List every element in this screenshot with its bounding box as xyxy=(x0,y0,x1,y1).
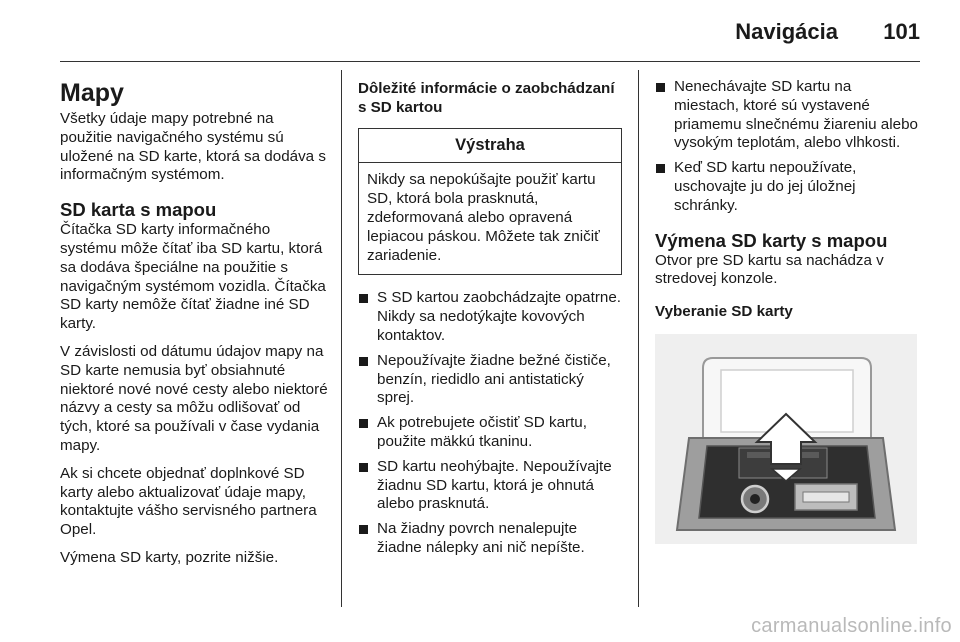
list-item: Nepoužívajte žiadne bežné čističe, benzín, riedidlo ani antistatický sprej. xyxy=(358,352,622,408)
header-divider xyxy=(60,61,920,62)
list-item: SD kartu neohýbajte. Nepoužívajte žiadnu SD kartu, ktorá je ohnutá alebo prasknutá. xyxy=(358,458,622,514)
column-3 xyxy=(655,78,920,544)
sd-paragraph-1: Čítačka SD karty informačného systému môže čítať iba SD kartu, ktorá sa dodáva špeciálne na použitie s navigačným systémom vozidla. Čítačka SD karty nemôže čítať žiadne iné SD karty. xyxy=(60,221,326,333)
warning-text: Nikdy sa nepokúšajte použiť kartu SD, ktorá bola prasknutá, zdeformovaná alebo opravená lepiacou páskou. Môžete tak zničiť zariadenie. xyxy=(367,171,600,264)
warning-title: Výstraha xyxy=(359,129,621,164)
replace-sd-paragraph: Otvor pre SD kartu sa nachádza v stredovej konzole. xyxy=(655,251,884,288)
bullet-square-icon xyxy=(656,164,665,173)
list-item: S SD kartou zaobchádzajte opatrne. Nikdy sa nedotýkajte kovových kontaktov. xyxy=(358,289,622,345)
page-number: 101 xyxy=(883,19,920,44)
list-item: Keď SD kartu nepoužívate, uschovajte ju do jej úložnej schránky. xyxy=(655,159,920,215)
bullet-square-icon xyxy=(359,357,368,366)
list-item: Ak potrebujete očistiť SD kartu, použite mäkkú tkaninu. xyxy=(358,414,622,452)
list-item: Na žiadny povrch nenalepujte žiadne nálepky ani nič nepíšte. xyxy=(358,520,622,558)
column-divider-1 xyxy=(341,70,342,607)
sd-paragraph-4: Výmena SD karty, pozrite nižšie. xyxy=(60,548,279,566)
sd-card-slot-illustration xyxy=(655,334,917,544)
column-1 xyxy=(60,78,330,577)
storage-list xyxy=(655,78,920,216)
watermark: carmanualsonline.info xyxy=(751,615,952,637)
handling-heading: Dôležité informácie o zaobchádzaní s SD kartou xyxy=(358,80,615,116)
bullet-square-icon xyxy=(656,83,665,92)
sd-card-slot-icon xyxy=(655,334,917,544)
page-header xyxy=(0,0,960,62)
bullet-square-icon xyxy=(359,294,368,303)
sd-paragraph-2: V závislosti od dátumu údajov mapy na SD karte nemusia byť obsiahnuté niektoré nové nové cesty alebo niektoré názvy a cesty sa môžu odlišovať od tých, ktoré sa používali v čase vydania mapy. xyxy=(60,342,328,454)
warning-box xyxy=(358,128,622,276)
sd-paragraph-3: Ak si chcete objednať doplnkové SD karty alebo aktualizovať údaje mapy, kontaktujte vášho servisného partnera Opel. xyxy=(60,464,317,539)
bullet-square-icon xyxy=(359,525,368,534)
column-2 xyxy=(358,80,622,564)
list-item: Nenechávajte SD kartu na miestach, ktoré sú vystavené priamemu slnečnému žiareniu alebo vysokým teplotám, alebo vlhkosti. xyxy=(655,78,920,153)
maps-intro: Všetky údaje mapy potrebné na použitie navigačného systému sú uložené na SD karte, ktorá sa dodáva s informačným systémom. xyxy=(60,110,326,184)
maps-heading: Mapy xyxy=(60,79,124,107)
remove-sd-heading: Vyberanie SD karty xyxy=(655,303,793,321)
sd-card-heading: SD karta s mapou xyxy=(60,199,217,221)
handling-list xyxy=(358,289,622,557)
bullet-square-icon xyxy=(359,463,368,472)
section-title: Navigácia xyxy=(735,19,838,44)
column-divider-2 xyxy=(638,70,639,607)
replace-sd-heading: Výmena SD karty s mapou xyxy=(655,229,888,251)
bullet-square-icon xyxy=(359,419,368,428)
